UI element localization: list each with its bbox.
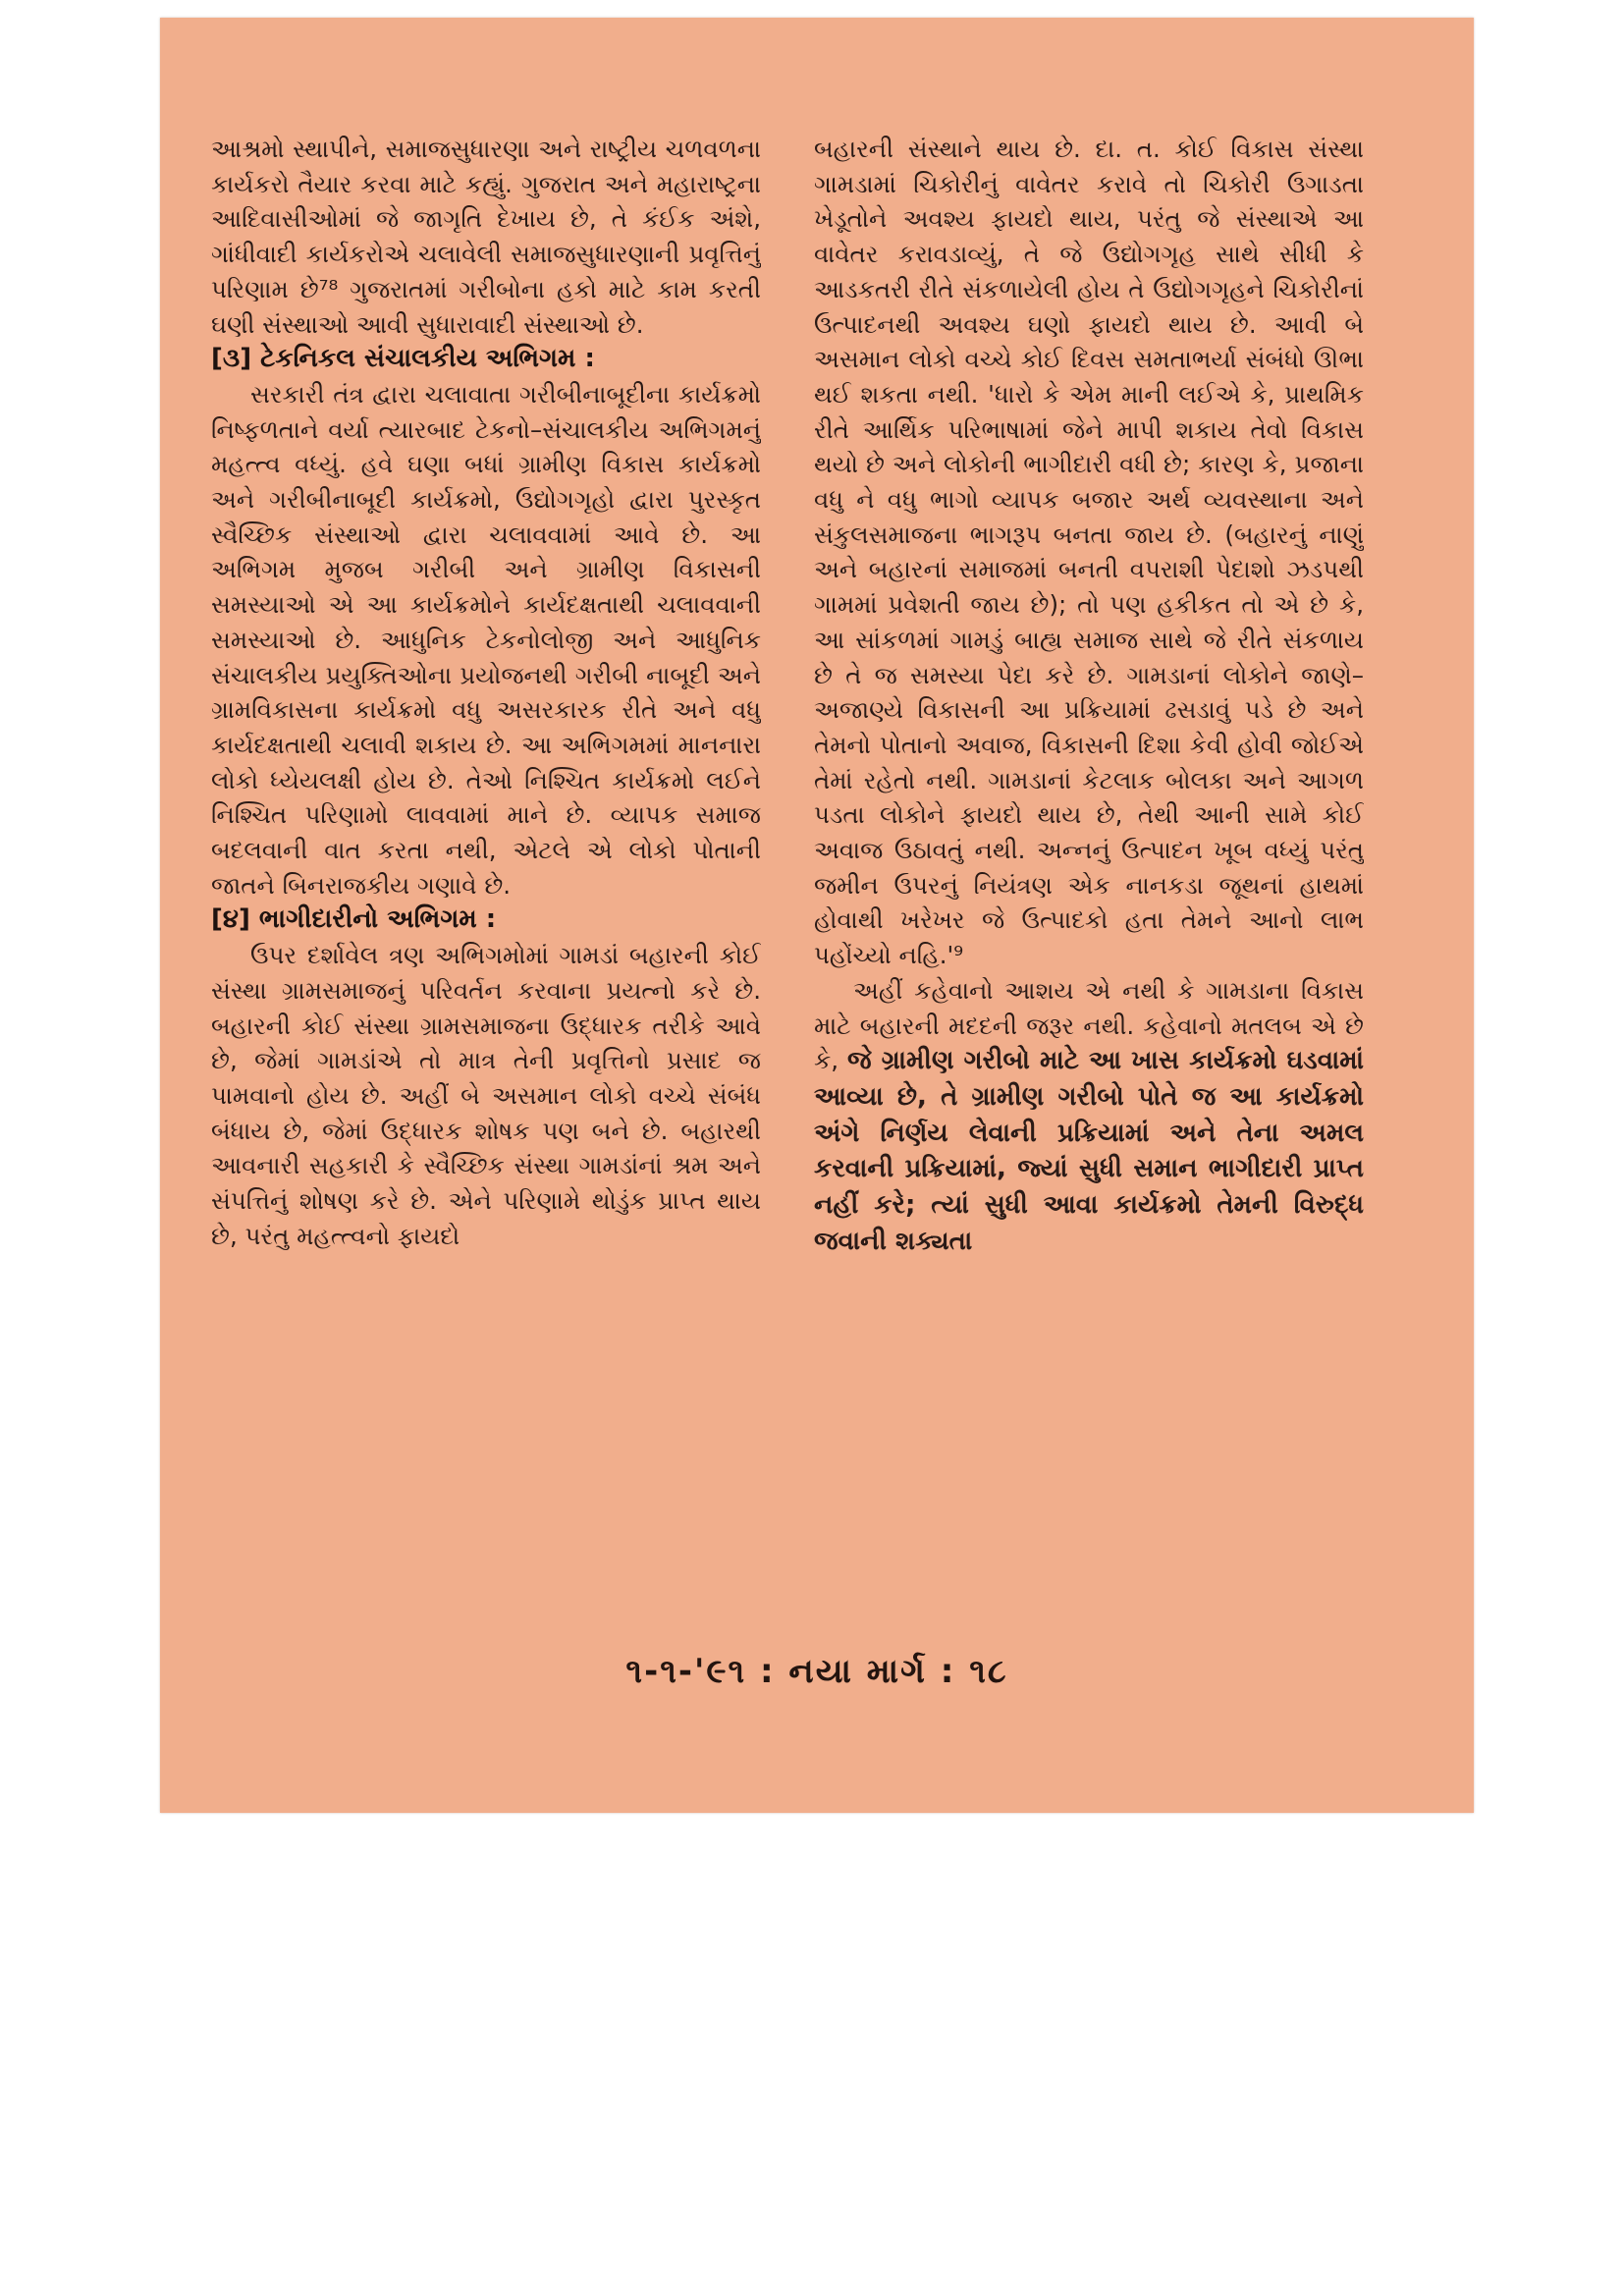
paragraph: બહારની સંસ્થાને થાય છે. દા. ત. કોઈ વિકાસ સંસ્થા ગામડામાં ચિકોરીનું વાવેતર કરાવે તો ચિકોરી ઉગાડતા ખેડૂતોને અવશ્ય ફાયદો થાય, પરંતુ જે સંસ્થાએ આ વાવેતર કરાવડાવ્યું, તે જે ઉદ્યોગગૃહ સાથે સીધી કે આડકતરી રીતે સંકળાયેલી હોય તે ઉદ્યોગગૃહને ચિકોરીનાં ઉત્પાદનથી અવશ્ય ઘણો ફાયદો થાય છે. આવી બે અસમાન લોકો વચ્ચે કોઈ દિવસ સમતાભર્યા સંબંધો ઊભા થઈ શકતા નથી. 'ધારો કે એમ માની લઈએ કે, પ્રાથમિક રીતે આર્થિક પરિભાષામાં જેને માપી શકાય તેવો વિકાસ થયો છે અને લોકોની ભાગીદારી વધી છે; કારણ કે, પ્રજાના વધુ ને વધુ ભાગો વ્યાપક બજાર અર્થ વ્યવસ્થાના અને સંકુલસમાજના ભાગરૂપ બનતા જાય છે. (બહારનું નાણું અને બહારનાં સમાજમાં બનતી વપરાશી પેદાશો ઝડપથી ગામમાં પ્રવેશતી જાય છે); તો પણ હકીકત તો એ છે કે, આ સાંકળમાં ગામડું બાહ્ય સમાજ સાથે જે રીતે સંકળાય છે તે જ સમસ્યા પેદા કરે છે. ગામડાનાં લોકોને જાણે–અજાણ્યે વિકાસની આ પ્રક્રિયામાં ઢસડાવું પડે છે અને તેમનો પોતાનો અવાજ, વિકાસની દિશા કેવી હોવી જોઈએ તેમાં રહેતો નથી. ગામડાનાં કેટલાક બોલકા અને આગળ પડતા લોકોને ફાયદો થાય છે, તેથી આની સામે કોઈ અવાજ ઉઠાવતું નથી. અન્નનું ઉત્પાદન ખૂબ વધ્યું પરંતુ જમીન ઉપરનું નિયંત્રણ એક નાનકડા જૂથનાં હાથમાં હોવાથી ખરેખર જે ઉત્પાદકો હતા તેમને આનો લાભ પહોંચ્યો નહિ.'⁹ xyxy=(814,135,1364,970)
emphasized-text: જે ગ્રામીણ ગરીબો માટે આ ખાસ કાર્યક્રમો ઘડવામાં આવ્યા છે, તે ગ્રામીણ ગરીબો પોતે જ આ કાર્યક્રમો અંગે નિર્ણય લેવાની પ્રક્રિયામાં અને તેના અમલ કરવાની પ્રક્રિયામાં, જ્યાં સુધી સમાન ભાગીદારી પ્રાપ્ત નહીં કરે; ત્યાં સુધી આવા કાર્યક્રમો તેમની વિરુદ્ધ જવાની શક્યતા xyxy=(814,1046,1364,1256)
section-heading-technical-managerial-approach: [૩] ટેકનિકલ સંચાલકીય અભિગમ : xyxy=(211,344,595,374)
left-column xyxy=(211,132,761,1624)
paragraph xyxy=(814,973,1364,1260)
document-page xyxy=(160,18,1474,1813)
page-footer: ૧-૧-'૯૧ : નયા માર્ગ : ૧૮ xyxy=(625,1652,1008,1691)
section-heading-participatory-approach: [૪] ભાગીદારીનો અભિગમ : xyxy=(211,904,497,935)
right-column xyxy=(814,132,1364,1624)
paragraph: સરકારી તંત્ર દ્વારા ચલાવાતા ગરીબીનાબૂદીના કાર્યક્રમો નિષ્ફળતાને વર્યા ત્યારબાદ ટેકનો–સંચાલકીય અભિગમનું મહત્ત્વ વધ્યું. હવે ઘણા બધાં ગ્રામીણ વિકાસ કાર્યક્રમો અને ગરીબીનાબૂદી કાર્યક્રમો, ઉદ્યોગગૃહો દ્વારા પુરસ્કૃત સ્વૈચ્છિક સંસ્થાઓ દ્વારા ચલાવવામાં આવે છે. આ અભિગમ મુજબ ગરીબી અને ગ્રામીણ વિકાસની સમસ્યાઓ એ આ કાર્યક્રમોને કાર્યદક્ષતાથી ચલાવવાની સમસ્યાઓ છે. આધુનિક ટેકનોલોજી અને આધુનિક સંચાલકીય પ્રયુક્તિઓના પ્રયોજનથી ગરીબી નાબૂદી અને ગ્રામવિકાસના કાર્યક્રમો વધુ અસરકારક રીતે અને વધુ કાર્યદક્ષતાથી ચલાવી શકાય છે. આ અભિગમમાં માનનારા લોકો ધ્યેયલક્ષી હોય છે. તેઓ નિશ્ચિત કાર્યક્રમો લઈને નિશ્ચિત પરિણામો લાવવામાં માને છે. વ્યાપક સમાજ બદલવાની વાત કરતા નથી, એટલે એ લોકો પોતાની જાતને બિનરાજકીય ગણાવે છે. xyxy=(211,379,761,900)
paragraph: આશ્રમો સ્થાપીને, સમાજસુધારણા અને રાષ્ટ્રીય ચળવળના કાર્યકરો તૈયાર કરવા માટે કહ્યું. ગુજરાત અને મહારાષ્ટ્રના આદિવાસીઓમાં જે જાગૃતિ દેખાય છે, તે કંઈક અંશે, ગાંધીવાદી કાર્યકરોએ ચલાવેલી સમાજસુધારણાની પ્રવૃત્તિનું પરિણામ છે⁷⁸ ગુજરાતમાં ગરીબોના હકો માટે કામ કરતી ઘણી સંસ્થાઓ આવી સુધારાવાદી સંસ્થાઓ છે. xyxy=(211,135,761,339)
paragraph: ઉપર દર્શાવેલ ત્રણ અભિગમોમાં ગામડાં બહારની કોઈ સંસ્થા ગ્રામસમાજનું પરિવર્તન કરવાના પ્રયત્નો કરે છે. બહારની કોઈ સંસ્થા ગ્રામસમાજના ઉદ્ધારક તરીકે આવે છે, જેમાં ગામડાંએ તો માત્ર તેની પ્રવૃત્તિનો પ્રસાદ જ પામવાનો હોય છે. અહીં બે અસમાન લોકો વચ્ચે સંબંધ બંધાય છે, જેમાં ઉદ્ધારક શોષક પણ બને છે. બહારથી આવનારી સહકારી કે સ્વૈચ્છિક સંસ્થા ગામડાંનાં શ્રમ અને સંપત્તિનું શોષણ કરે છે. એને પરિણામે થોડુંક પ્રાપ્ત થાય છે, પરંતુ મહત્ત્વનો ફાયદો xyxy=(211,941,761,1250)
paragraph-plain-text: અહીં કહેવાનો આશય એ નથી કે ગામડાના વિકાસ માટે બહારની મદદની જરૂર નથી. કહેવાનો મતલબ એ છે કે, xyxy=(814,975,1364,1075)
two-column-text xyxy=(211,132,1364,1624)
